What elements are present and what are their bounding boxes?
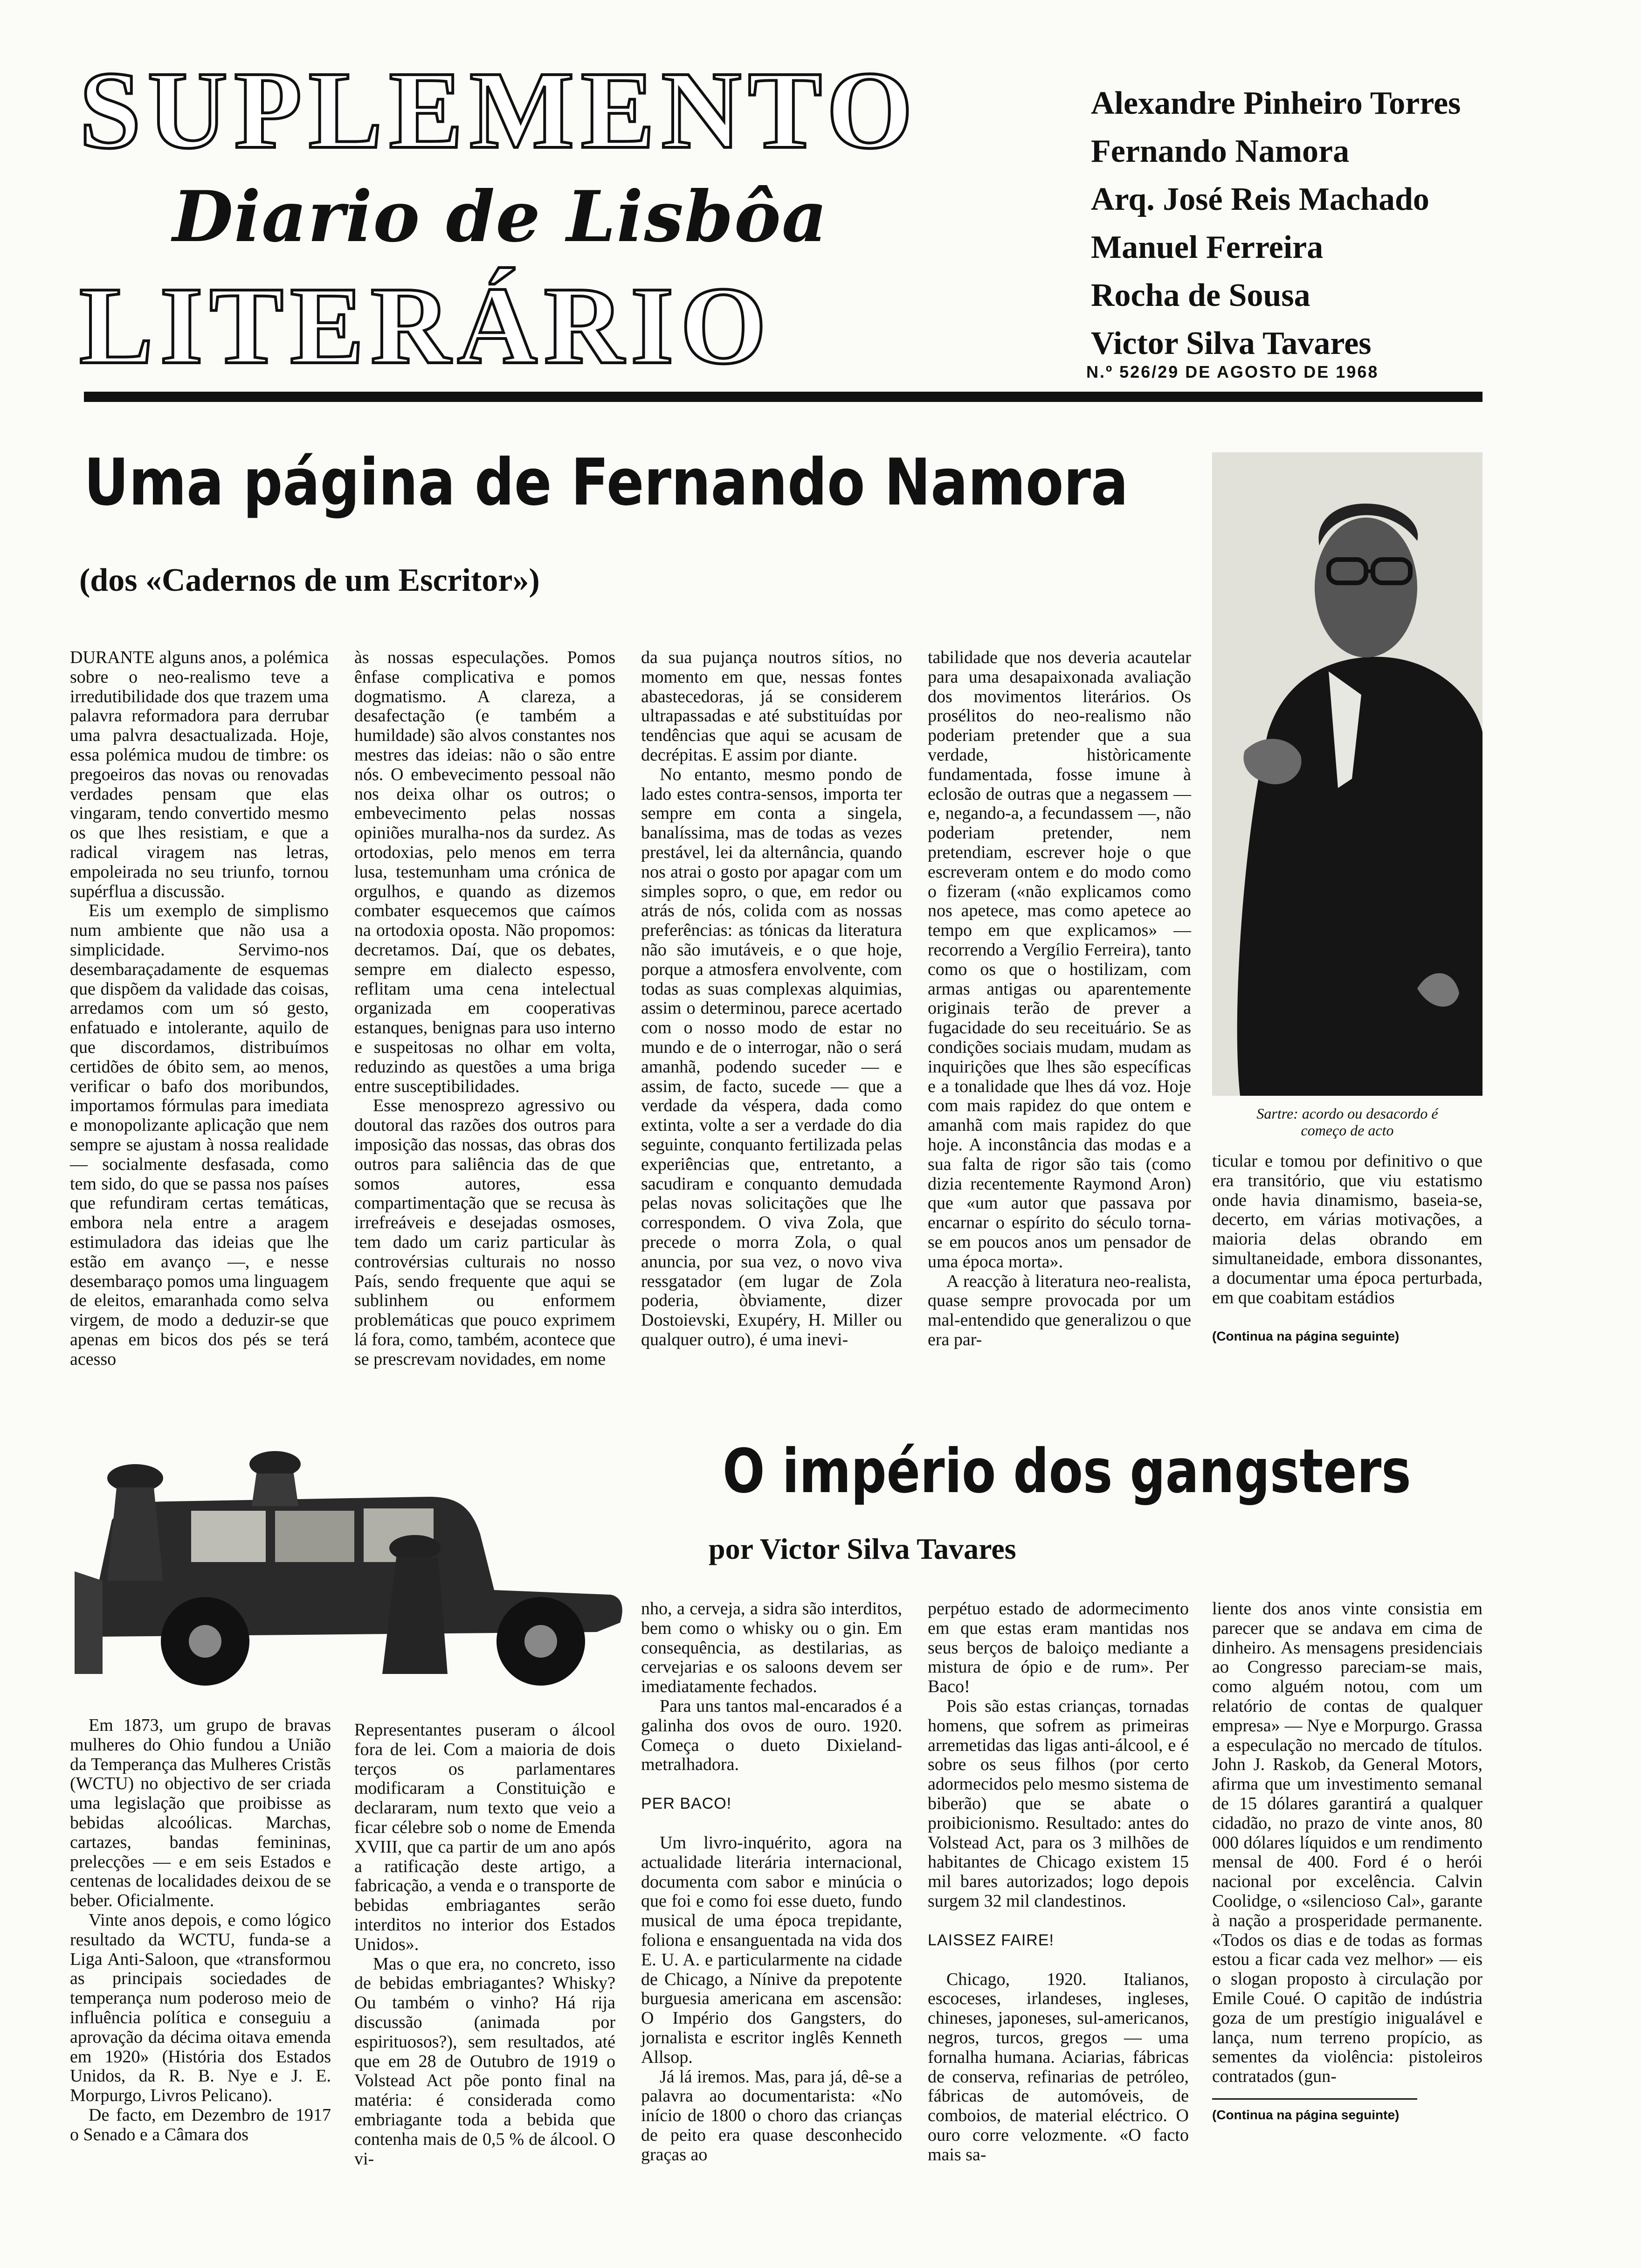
masthead-suplemento: SUPLEMENTO	[79, 49, 919, 172]
paragraph: ticular e tomou por definitivo o que era transitório, que viu estatismo onde havia dinamismo, baseia-se, decerto, em várias motivações, a maioria delas obrando em simultaneidade, embora dissonantes, a documentar uma época perturbada, em que coabitam estádios	[1212, 1151, 1482, 1307]
article1-column-3	[641, 648, 902, 1352]
subhead-laissez-faire: LAISSEZ FAIRE!	[928, 1931, 1054, 1949]
article2-column-1	[70, 1716, 331, 2159]
subhead-per-baco: PER BACO!	[641, 1795, 732, 1813]
masthead-rule	[84, 392, 1482, 402]
contributor: Manuel Ferreira	[1091, 229, 1324, 265]
contributor: Fernando Namora	[1091, 133, 1350, 169]
gangster-car-photo	[75, 1413, 629, 1693]
article1-column-1	[70, 648, 329, 1369]
paragraph: DURANTE alguns anos, a polémica sobre o neo-realismo teve a irredutibilidade dos que trazem uma palavra reformadora para derrubar uma palvra desactualizada. Hoje, essa polémica mudou de timbre: os pregoeiros das novas ou renovadas verdades pensam que elas vingaram, tendo convertido mesmo os que lhes resistiam, e que a radical viragem nas letras, empoleirada no seu triunfo, tornou supérflua a discussão.	[70, 648, 329, 901]
contributor: Arq. José Reis Machado	[1091, 181, 1429, 217]
article2-byline: por Victor Silva Tavares	[709, 1532, 1016, 1565]
article2-column-2	[354, 1720, 615, 2169]
article1-subtitle: (dos «Cadernos de um Escritor»)	[79, 562, 540, 598]
article1-continued: (Continua na página seguinte)	[1212, 1329, 1400, 1343]
paragraph: da sua pujança noutros sítios, no momento em que, nessas fontes abastecedoras, já se considerem ultrapassadas e até substituídas por tendências que aqui se acusam de decrépitas. E assim por diante.	[641, 648, 902, 765]
masthead-literario: LITERÁRIO	[79, 264, 773, 387]
contributor: Rocha de Sousa	[1091, 277, 1310, 313]
article1-title: Uma página de Fernando Namora	[84, 445, 1129, 520]
article2-column-5	[1212, 1599, 1482, 2094]
paragraph: Para uns tantos mal-encarados é a galinha dos ovos de ouro. 1920. Começa o dueto Dixieland-metralhadora.	[641, 1696, 902, 1775]
sartre-photo	[1212, 452, 1482, 1096]
paragraph: liente dos anos vinte consistia em parecer que se andava em cima de dinheiro. As mensagens presidenciais ao Congresso pareciam-se mais, como alguém notou, com um relatório de contas de qualquer empresa» — Nye e Morpurgo. Grassa a especulação no mercado de títulos. John J. Raskob, da General Motors, afirma que um investimento semanal de 15 dólares garantirá a qualquer cidadão, no prazo de vinte anos, 80 000 dólares líquidos e um rendimento mensal de 400. Ford é o herói nacional por excelência. Calvin Coolidge, o «silencioso Cal», garante à nação a prosperidade permanente. «Todos os dias e de todas as formas estou a ficar cada vez melhor» — eis o slogan proposto à circulação por Emile Coué. O capitão de indústria goza de um prestígio inigualável e lança, num terreno propício, as sementes da violência: pistoleiros contratados (gun-	[1212, 1599, 1482, 2087]
paragraph: A reacção à literatura neo-realista, quase sempre provocada por um mal-entendido que generalizou o que era par-	[928, 1271, 1191, 1349]
paragraph: Eis um exemplo de simplismo num ambiente que não usa a simplicidade. Servimo-nos desembaraçadamente de esquemas que dispõem da validade das coisas, arredamos com um só gesto, enfatuado e intolerante, aquilo de que discordamos, distribuímos certidões de óbito sem, ao menos, verificar o bafo dos moribundos, importamos fórmulas para imediata e monopolizante aplicação que nem sempre se ajustam à nossa realidade — socialmente desfasada, como tem sido, do que se passa nos países que refundiram certas temáticas, embora nela entre a aragem estimuladora das ideias que lhe estão em avanço —, e nesse desembaraço pomos uma linguagem de eleitos, emaranhada como selva virgem, de modo a deduzir-se que apenas em bicos dos pés se terá acesso	[70, 901, 329, 1369]
article2-continued: (Continua na página seguinte)	[1212, 2108, 1400, 2122]
paragraph: às nossas especulações. Pomos ênfase complicativa e pomos dogmatismo. A clareza, a desafectação (e também a humildade) são alvos constantes nos mestres das ideias: não o são entre nós. O embevecimento pessoal não nos deixa olhar os outros; o embevecimento pelas nossas opiniões muralha-nos da surdez. As ortodoxias, pelo menos em terra lusa, testemunham uma crónica de orgulhos, e quando as dizemos combater esquecemos que caímos na ortodoxia oposta. Não propomos: decretamos. Daí, que os debates, sempre em dialecto espesso, reflitam uma cena intelectual organizada em cooperativas estanques, benignas para uso interno e suspeitosas no olhar em volta, reduzindo as questões a uma briga entre susceptibilidades.	[354, 648, 615, 1096]
paragraph: De facto, em Dezembro de 1917 o Senado e a Câmara dos	[70, 2105, 331, 2144]
paragraph: perpétuo estado de adormecimento em que estas eram mantidas nos seus berços de baloiço mediante a mistura de ópio e de rum». Per Baco!	[928, 1599, 1189, 1697]
masthead-diario-de-lisboa: Diario de Lisbôa	[172, 176, 828, 258]
paragraph: nho, a cerveja, a sidra são interditos, bem como o whisky ou o gin. Em consequência, as destilarias, as cervejarias e os saloons devem ser imediatamente fechados.	[641, 1599, 902, 1697]
paragraph: Mas o que era, no concreto, isso de bebidas embriagantes? Whisky? Ou também o vinho? Há rija discussão (animada por espirituosos?), sem resultados, até que em 28 de Outubro de 1919 o Volstead Act põe ponto final na matéria: é considerada como embriagante toda a bebida que contenha mais de 0,5 % de álcool. O vi-	[354, 1954, 615, 2169]
paragraph: Pois são estas crianças, tornadas homens, que sofrem as primeiras arremetidas das ligas anti-álcool, e é sobre os seus filhos (por certo adormecidos pelo mesmo sistema de biberão) que se abate o proibicionismo. Resultado: antes do Volstead Act, para os 3 milhões de habitantes de Chicago existem 15 mil bares autorizados; logo depois surgem 32 mil clandestinos.	[928, 1696, 1189, 1911]
paragraph: tabilidade que nos deveria acautelar para uma desapaixonada avaliação dos movimentos literários. Os prosélitos do neo-realismo não poderiam pretender que a sua verdade, històricamente fundamentada, fosse imune à eclosão de outras que a negassem — e, negando-a, a fecundassem —, não poderiam pretender, nem pretendiam, escrever hoje o que escreveram ontem e do modo como o fizeram («não explicamos como nos apetece, mas como apetece ao tempo em que explicamos» — recorrendo a Vergílio Ferreira), tanto como os que o hostilizam, com armas antigas ou aparentemente originais terão de prever a fugacidade do seu receituário. Se as condições sociais mudam, mudam as inquirições que lhes são específicas e a tonalidade que lhes dá voz. Hoje com mais rapidez do que ontem e amanhã com mais rapidez do que hoje. A inconstância das modas e a sua falta de rigor são tais (como dizia recentemente Raymond Aron) que «um autor que passava por encarnar o espírito do século torna-se em poucos anos um pensador de uma época morta».	[928, 648, 1191, 1272]
paragraph: Em 1873, um grupo de bravas mulheres do Ohio fundou a União da Temperança das Mulheres Cristãs (WCTU) no objectivo de ser criada uma legislação que proibisse as bebidas alcoólicas. Marchas, cartazes, bandas femininas, prelecções — e em seis Estados e centenas de localidades deixou de se beber. Oficialmente.	[70, 1715, 331, 1911]
contributor: Alexandre Pinheiro Torres	[1091, 85, 1461, 121]
paragraph: Chicago, 1920. Italianos, escoceses, irlandeses, ingleses, chineses, japoneses, sul-americanos, negros, turcos, gregos — uma fornalha humana. Aciarias, fábricas de conserva, refinarias de petróleo, fábricas de automóveis, de comboios, de material eléctrico. O ouro corre velozmente. «O facto mais sa-	[928, 1969, 1189, 2164]
article1-column-2	[354, 648, 615, 1369]
article2-column-3	[641, 1599, 902, 2164]
contributors-list	[1091, 79, 1613, 367]
article2-continued-rule	[1212, 2098, 1417, 2100]
article1-column-5	[1212, 1152, 1482, 1310]
issue-date: N.º 526/29 DE AGOSTO DE 1968	[1086, 362, 1379, 381]
sartre-photo-caption: Sartre: acordo ou desacordo é começo de acto	[1256, 1105, 1438, 1139]
paragraph: Representantes puseram o álcool fora de lei. Com a maioria de dois terços os parlamentares modificaram a Constituição e declararam, num texto que veio a ficar célebre sob o nome de Emenda XVIII, que ca partir de um ano após a ratificação deste artigo, a fabricação, a venda e o transporte de bebidas embriagantes serão interditos no interior dos Estados Unidos».	[354, 1720, 615, 1954]
contributor: Victor Silva Tavares	[1091, 325, 1372, 361]
paragraph: Esse menosprezo agressivo ou doutoral das razões dos outros para imposição das nossas, das obras dos outros para saliência das de que somos autores, essa compartimentação que se recusa às irrefreáveis e desejadas osmoses, tem dado um cariz particular às controvérsias culturais no nosso País, sendo frequente que aqui se sublinhem ou enformem problemáticas que pouco exprimem lá fora, como, também, acontece que se prescrevam novidades, em nome	[354, 1096, 615, 1369]
paragraph: Um livro-inquérito, agora na actualidade literária internacional, documenta com sabor e minúcia o que foi e como foi esse dueto, fundo musical de uma época trepidante, foliona e ensanguentada na vida dos E. U. A. e particularmente na cidade de Chicago, a Nínive da prepotente burguesia americana em ascensão: O Império dos Gangsters, do jornalista e escritor inglês Kenneth Allsop.	[641, 1832, 902, 2067]
paragraph: No entanto, mesmo pondo de lado estes contra-sensos, importa ter sempre em conta a singela, banalíssima, mas de todas as vezes prestável, lei da alternância, quando nos atrai o gosto por apagar com um simples sopro, o que, em redor ou atrás de nós, colida com as nossas preferências: as tónicas da literatura não são imutáveis, e o que hoje, porque a atmosfera envolvente, com todas as suas complexas alquimias, assim o determinou, parece acertado com o nosso modo de estar no mundo e de o interrogar, não o será amanhã, podendo suceder — e assim, de facto, sucede — que a verdade da véspera, dada como extinta, volte a ser a verdade do dia seguinte, conquanto fertilizada pelas experiências que, entretanto, a sacudiram e conquanto demudada pelas novas solicitações que lhe correspondem. O viva Zola, que precede o morra Zola, o qual anuncia, por sua vez, o novo viva ressgatador (em lugar de Zola poderia, òbviamente, dizer Dostoievski, Exupéry, H. Miller ou qualquer outro), é uma inevi-	[641, 764, 902, 1349]
paragraph: Já lá iremos. Mas, para já, dê-se a palavra ao documentarista: «No início de 1800 o choro das crianças de peito era quase desconhecido graças ao	[641, 2067, 902, 2164]
article2-column-4	[928, 1599, 1189, 2164]
article2-title: O império dos gangsters	[723, 1436, 1411, 1507]
paragraph: Vinte anos depois, e como lógico resultado da WCTU, funda-se a Liga Anti-Saloon, que «transformou as principais sociedades de temperança num poderoso meio de influência política e conseguiu a aprovação da décima oitava emenda em 1920» (História dos Estados Unidos, da R. B. Nye e J. E. Morpurgo, Livros Pelicano).	[70, 1910, 331, 2106]
article1-column-4	[928, 648, 1191, 1352]
